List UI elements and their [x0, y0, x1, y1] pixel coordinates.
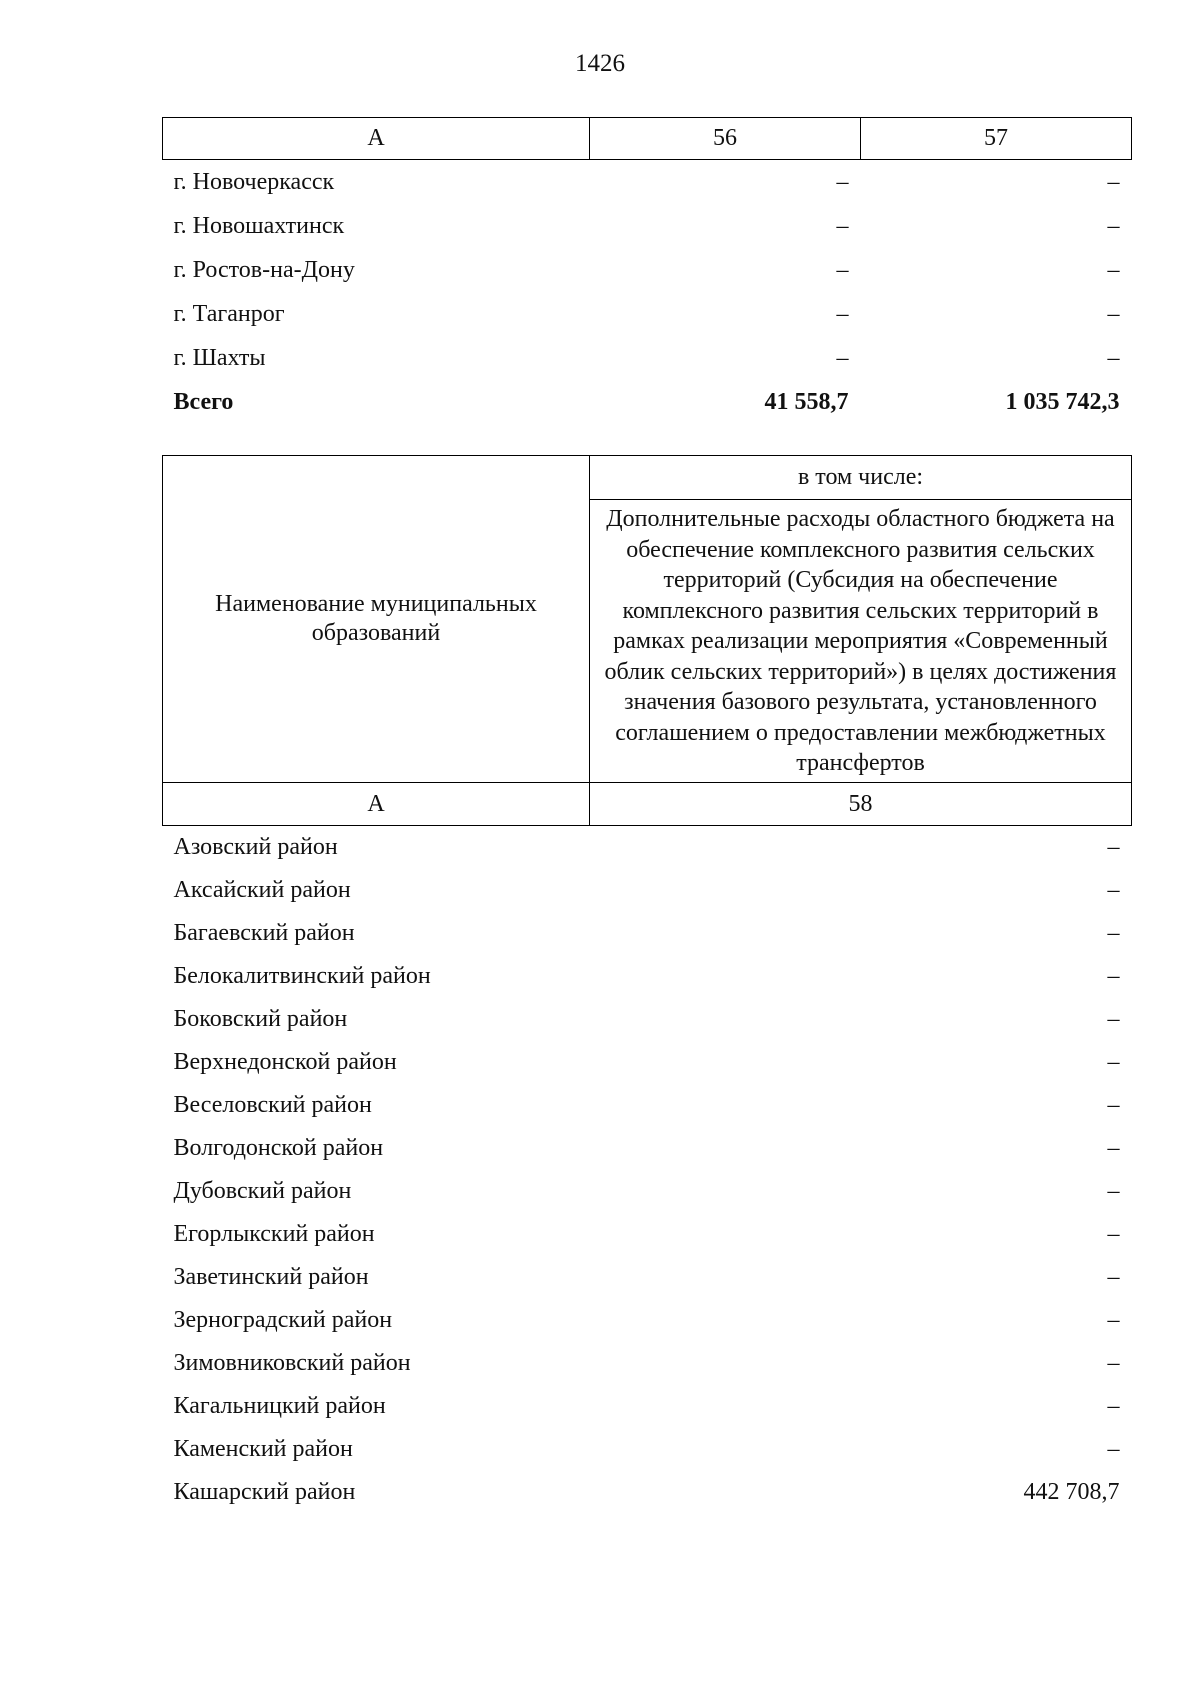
municipality-name: г. Ростов-на-Дону [173, 256, 355, 283]
value-56: – [836, 168, 849, 195]
table-header-row [163, 456, 1132, 500]
value-57: – [1107, 168, 1120, 195]
allocation-table-56-57 [162, 117, 1132, 424]
value-58: – [1107, 1005, 1120, 1032]
table-row [163, 955, 1132, 998]
value-58: – [1107, 1048, 1120, 1075]
table-row [163, 998, 1132, 1041]
table-row [163, 869, 1132, 912]
total-row [163, 380, 1132, 424]
value-58: – [1107, 833, 1120, 860]
column-code-row [163, 782, 1132, 825]
table-row [163, 1256, 1132, 1299]
district-name: Кагальницкий район [173, 1392, 386, 1419]
table-header-row [163, 118, 1132, 160]
table-row [163, 1299, 1132, 1342]
district-name: Белокалитвинский район [173, 962, 431, 989]
table-row [163, 1342, 1132, 1385]
column-header-a: А [163, 118, 590, 160]
value-58: – [1107, 919, 1120, 946]
table-row [163, 204, 1132, 248]
municipality-name: г. Новошахтинск [173, 212, 345, 239]
table-row [163, 292, 1132, 336]
table-row [163, 1041, 1132, 1084]
district-name: Каменский район [173, 1435, 353, 1462]
table-row [163, 160, 1132, 205]
table-row [163, 1127, 1132, 1170]
table-row [163, 1213, 1132, 1256]
table-row [163, 825, 1132, 869]
table-row [163, 1084, 1132, 1127]
value-58: – [1107, 1306, 1120, 1333]
district-name: Дубовский район [173, 1177, 352, 1204]
value-56: – [836, 300, 849, 327]
including-header: в том числе: [590, 456, 1132, 500]
municipality-name: г. Шахты [173, 344, 266, 371]
district-name: Зимовниковский район [173, 1349, 411, 1376]
value-58: – [1107, 1134, 1120, 1161]
table-row [163, 248, 1132, 292]
table-row [163, 1385, 1132, 1428]
value-58: – [1107, 1263, 1120, 1290]
district-name: Веселовский район [173, 1091, 372, 1118]
district-name: Багаевский район [173, 919, 355, 946]
column-code-a: А [163, 782, 590, 825]
column-header-56: 56 [590, 118, 861, 160]
value-58: – [1107, 1220, 1120, 1247]
column-header-57: 57 [861, 118, 1132, 160]
municipality-name: г. Новочеркасск [173, 168, 335, 195]
total-value-57: 1 035 742,3 [1005, 388, 1120, 415]
value-56: – [836, 256, 849, 283]
value-57: – [1107, 300, 1120, 327]
table-row [163, 1471, 1132, 1514]
district-name: Заветинский район [173, 1263, 369, 1290]
allocation-table-58 [162, 455, 1132, 1514]
expense-description-header: Дополнительные расходы областного бюджета на обеспечение комплексного развития сельских территорий (Субсидия на обеспечение комплексного развития сельских территорий в рамках реализации мероприятия «Современный облик сельских территорий») в целях достижения значения базового результата, установленного соглашением о предоставлении межбюджетных трансфертов [590, 500, 1132, 783]
district-name: Азовский район [173, 833, 338, 860]
district-name: Волгодонской район [173, 1134, 384, 1161]
value-58: – [1107, 1435, 1120, 1462]
table-row [163, 336, 1132, 380]
total-value-56: 41 558,7 [764, 388, 849, 415]
value-58: 442 708,7 [1023, 1478, 1120, 1505]
total-label: Всего [173, 388, 234, 415]
municipality-column-header: Наименование муниципальных образований [163, 456, 590, 783]
table-row [163, 1170, 1132, 1213]
value-56: – [836, 212, 849, 239]
value-58: – [1107, 1091, 1120, 1118]
value-58: – [1107, 1349, 1120, 1376]
district-name: Зерноградский район [173, 1306, 393, 1333]
value-57: – [1107, 212, 1120, 239]
district-name: Егорлыкский район [173, 1220, 375, 1247]
value-57: – [1107, 344, 1120, 371]
value-58: – [1107, 1392, 1120, 1419]
column-code-58: 58 [590, 782, 1132, 825]
value-58: – [1107, 876, 1120, 903]
municipality-name: г. Таганрог [173, 300, 285, 327]
value-56: – [836, 344, 849, 371]
table-row [163, 1428, 1132, 1471]
table-row [163, 912, 1132, 955]
district-name: Кашарский район [173, 1478, 356, 1505]
district-name: Верхнедонской район [173, 1048, 397, 1075]
value-58: – [1107, 962, 1120, 989]
value-57: – [1107, 256, 1120, 283]
district-name: Аксайский район [173, 876, 351, 903]
value-58: – [1107, 1177, 1120, 1204]
page-number: 1426 [575, 50, 625, 77]
district-name: Боковский район [173, 1005, 348, 1032]
